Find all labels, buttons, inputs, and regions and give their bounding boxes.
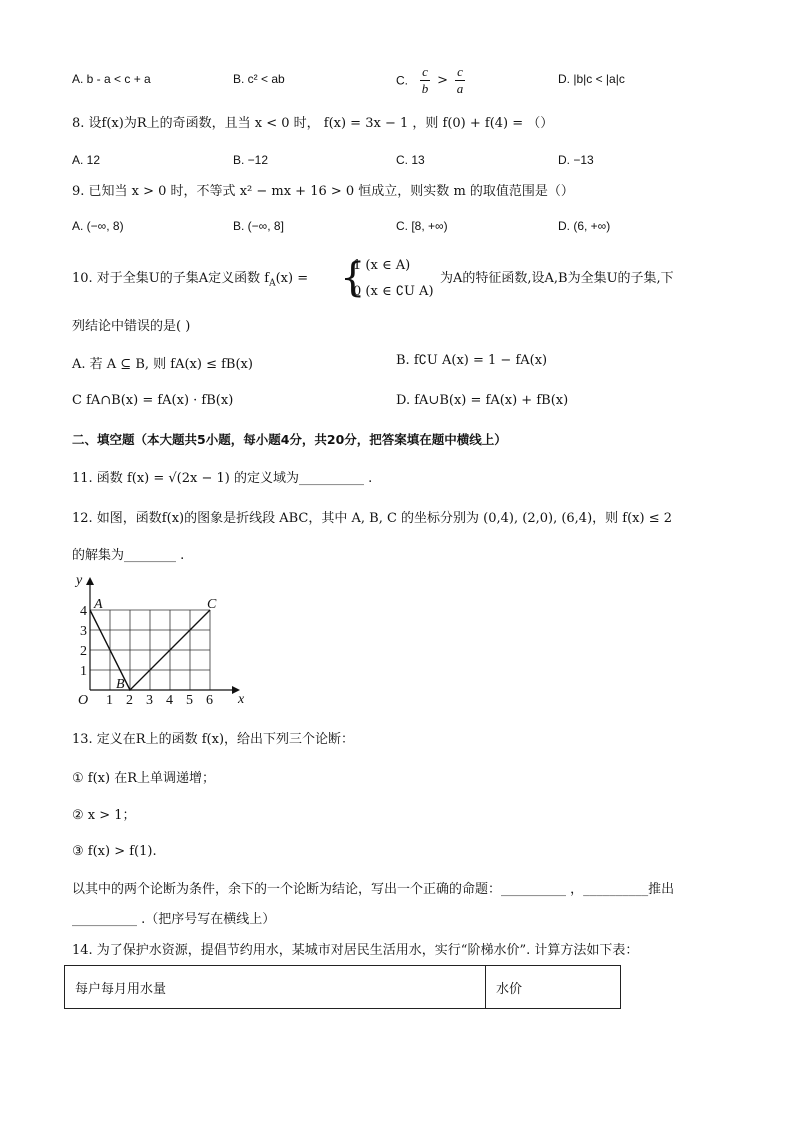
q11-stem: 11. 函数 f(x) = √(2x − 1) 的定义域为__________ . bbox=[72, 471, 373, 486]
x-tick-6: 6 bbox=[206, 693, 213, 708]
q10-stem-post: 为A的特征函数,设A,B为全集U的子集,下 bbox=[440, 271, 674, 286]
fraction-denominator: b bbox=[421, 81, 429, 96]
fraction-c-over-b bbox=[420, 64, 430, 97]
q10-stem-subscript: A bbox=[269, 278, 276, 289]
q13-ask-line1: 以其中的两个论断为条件，余下的一个论断为结论，写出一个正确的命题：__________ ，__________推出 bbox=[72, 882, 675, 897]
q10-stem-fx: (x) = bbox=[275, 271, 309, 286]
table-header-usage: 每户每月用水量 bbox=[65, 966, 486, 1009]
q10-stem-text: 10. 对于全集U的子集A定义函数 f bbox=[72, 271, 270, 286]
q9-stem: 9. 已知当 x > 0 时，不等式 x² − mx + 16 > 0 恒成立，则实数 m 的取值范围是（） bbox=[72, 184, 574, 199]
q8-option-d: D. −13 bbox=[558, 153, 594, 167]
q13-statement-3: ③ f(x) > f(1). bbox=[72, 844, 157, 859]
graph-grid bbox=[90, 610, 210, 690]
q12-graph bbox=[66, 572, 251, 712]
q13-statement-1: ① f(x) 在R上单调递增； bbox=[72, 771, 215, 786]
q10-stem-line2: 列结论中错误的是( ) bbox=[72, 319, 191, 334]
q8-option-c: C. 13 bbox=[396, 153, 425, 167]
q7-option-d: D. |b|c < |a|c bbox=[558, 72, 625, 86]
q10-option-a: A. 若 A ⊆ B, 则 fA(x) ≤ fB(x) bbox=[72, 357, 253, 372]
q10-case-1: 1 (x ∈ A) bbox=[353, 258, 411, 273]
q12-stem-line2: 的解集为________ . bbox=[72, 548, 185, 563]
x-axis-label: x bbox=[238, 692, 245, 707]
q10-case-2: 0 (x ∈ ∁U A) bbox=[353, 284, 434, 299]
point-b-label: B bbox=[116, 677, 125, 692]
x-tick-2: 2 bbox=[126, 693, 133, 708]
q8-stem: 8. 设f(x)为R上的奇函数，且当 x < 0 时， f(x) = 3x − 1 ，则 f(0) + f(4) = （） bbox=[72, 116, 554, 131]
point-a-label: A bbox=[94, 597, 103, 612]
y-tick-2: 2 bbox=[80, 644, 87, 659]
q7-option-c-label: C. bbox=[396, 73, 408, 88]
q7-option-b: B. c² < ab bbox=[233, 72, 285, 86]
q8-option-b: B. −12 bbox=[233, 153, 269, 167]
q13-stem: 13. 定义在R上的函数 f(x)，给出下列三个论断： bbox=[72, 732, 355, 747]
x-tick-1: 1 bbox=[106, 693, 113, 708]
q7-option-a: A. b - a < c + a bbox=[72, 72, 151, 86]
q9-option-b: B. (−∞, 8] bbox=[233, 219, 284, 233]
water-price-table bbox=[64, 965, 621, 1009]
x-tick-4: 4 bbox=[166, 693, 173, 708]
table-row bbox=[65, 966, 621, 1009]
fraction-c-over-a bbox=[455, 64, 465, 97]
q12-stem-line1: 12. 如图，函数f(x)的图象是折线段 ABC，其中 A, B, C 的坐标分别为 (0,4), (2,0), (6,4)，则 f(x) ≤ 2 bbox=[72, 511, 672, 526]
y-axis-arrow bbox=[86, 577, 94, 585]
q8-option-a: A. 12 bbox=[72, 153, 101, 167]
q10-option-c: C fA∩B(x) = fA(x) · fB(x) bbox=[72, 393, 234, 408]
q9-option-a: A. (−∞, 8) bbox=[72, 219, 124, 233]
y-tick-4: 4 bbox=[80, 604, 87, 619]
section-heading: 二、填空题（本大题共5小题，每小题4分，共20分，把答案填在题中横线上） bbox=[72, 432, 507, 447]
q10-stem-pre bbox=[72, 270, 308, 293]
origin-label: O bbox=[78, 693, 89, 708]
q7-option-c: C. $\frac{c}{b}$ > $\frac{c}{a}$ bbox=[396, 64, 464, 96]
fraction-numerator: c bbox=[422, 64, 428, 79]
q9-option-c: C. [8, +∞) bbox=[396, 219, 448, 233]
table-header-price: 水价 bbox=[486, 966, 621, 1009]
q10-brace: { bbox=[340, 255, 366, 301]
q10-option-b: B. f∁U A(x) = 1 − fA(x) bbox=[396, 353, 548, 368]
fraction-numerator: c bbox=[457, 64, 463, 79]
y-axis-label: y bbox=[76, 573, 83, 588]
y-tick-1: 1 bbox=[80, 664, 87, 679]
q10-option-d: D. fA∪B(x) = fA(x) + fB(x) bbox=[396, 393, 569, 408]
fraction-denominator: a bbox=[456, 81, 464, 96]
q13-ask-line2: __________ .（把序号写在横线上） bbox=[72, 912, 276, 927]
y-tick-3: 3 bbox=[80, 624, 87, 639]
x-tick-3: 3 bbox=[146, 693, 153, 708]
point-c-label: C bbox=[207, 597, 217, 612]
x-tick-5: 5 bbox=[186, 693, 193, 708]
q13-statement-2: ② x > 1； bbox=[72, 808, 136, 823]
q9-option-d: D. (6, +∞) bbox=[558, 219, 611, 233]
q14-stem: 14. 为了保护水资源，提倡节约用水，某城市对居民生活用水，实行“阶梯水价”. 计算方法如下表： bbox=[72, 943, 639, 958]
